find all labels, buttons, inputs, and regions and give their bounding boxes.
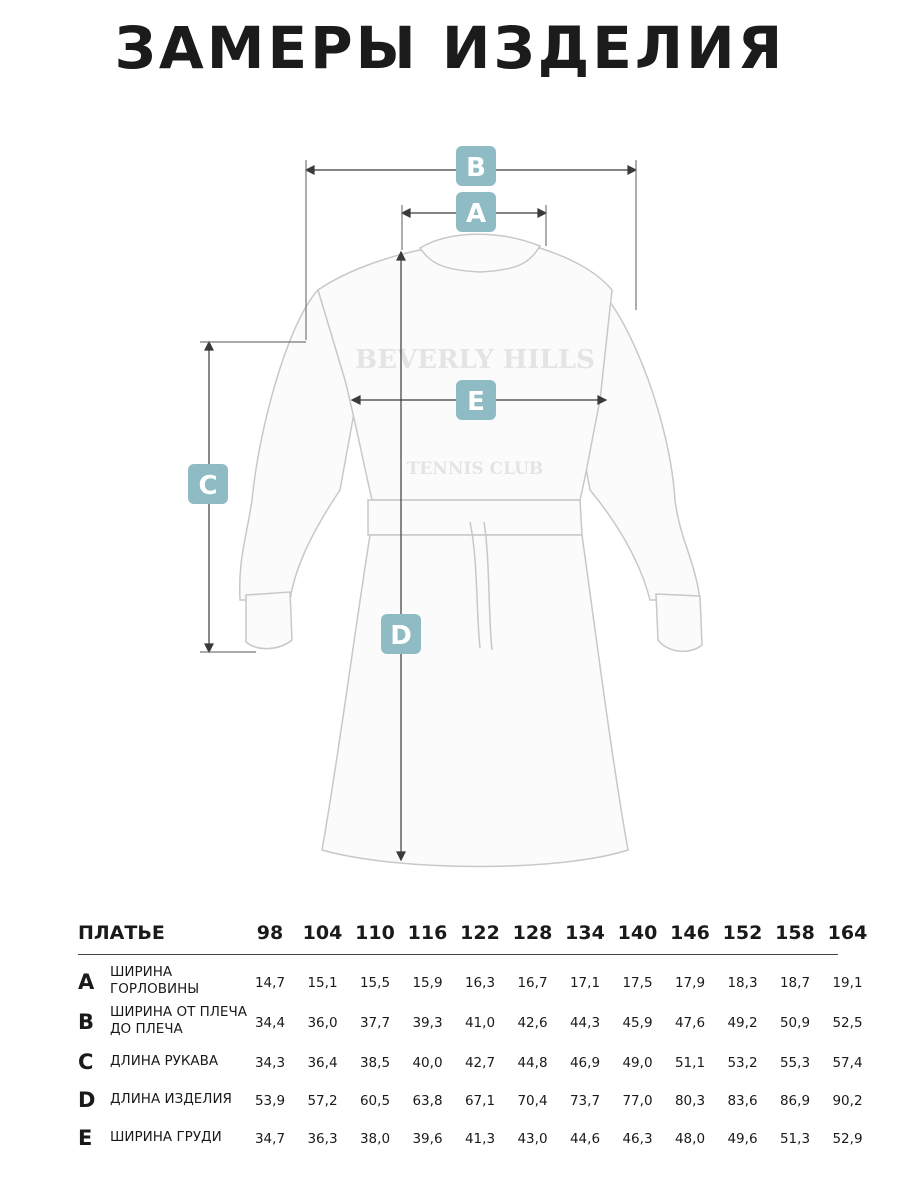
table-cell: 52,5 <box>832 1015 863 1031</box>
size-header: 158 <box>775 922 815 944</box>
print-line-2: TENNIS CLUB <box>406 459 544 479</box>
table-cell: 60,5 <box>359 1093 391 1109</box>
badge-a <box>456 192 496 232</box>
dress-diagram <box>0 130 900 890</box>
header-divider <box>78 954 838 955</box>
size-header: 128 <box>512 922 553 944</box>
table-cell: 47,6 <box>674 1015 706 1031</box>
svg-text:B: B <box>466 153 486 183</box>
table-cell: 40,0 <box>412 1055 443 1071</box>
table-cell: 36,0 <box>307 1015 338 1031</box>
table-cell: 39,3 <box>412 1015 443 1031</box>
size-header: 140 <box>617 922 658 944</box>
table-cell: 41,0 <box>464 1015 496 1031</box>
badge-b <box>456 146 496 186</box>
table-cell: 18,7 <box>779 975 811 991</box>
table-cell: 46,9 <box>569 1055 601 1071</box>
table-cell: 15,9 <box>412 975 443 991</box>
table-cell: 34,4 <box>254 1015 286 1031</box>
badge-c <box>188 464 228 504</box>
size-header: 164 <box>827 922 868 944</box>
row-letter: B <box>78 1010 95 1034</box>
table-cell: 49,6 <box>727 1131 758 1147</box>
table-cell: 19,1 <box>832 975 863 991</box>
row-letter: C <box>78 1050 94 1074</box>
table-cell: 49,2 <box>727 1015 758 1031</box>
svg-text:D: D <box>390 621 412 651</box>
table-header-label: ПЛАТЬЕ <box>78 922 165 944</box>
table-cell: 51,1 <box>674 1055 706 1071</box>
table-cell: 43,0 <box>517 1131 548 1147</box>
table-cell: 67,1 <box>464 1093 496 1109</box>
table-cell: 80,3 <box>674 1093 706 1109</box>
table-cell: 83,6 <box>727 1093 758 1109</box>
print-line-1: BEVERLY HILLS <box>355 345 595 375</box>
svg-text:A: A <box>465 199 487 229</box>
table-cell: 73,7 <box>569 1093 601 1109</box>
table-cell: 44,3 <box>569 1015 601 1031</box>
table-header <box>78 922 868 952</box>
size-header: 110 <box>355 922 395 944</box>
table-cell: 16,7 <box>517 975 548 991</box>
row-label: ДЛИНА ИЗДЕЛИЯ <box>110 1091 232 1107</box>
table-cell: 17,5 <box>622 975 653 991</box>
size-header: 152 <box>722 922 763 944</box>
table-cell: 34,7 <box>254 1131 286 1147</box>
table-cell: 42,6 <box>517 1015 548 1031</box>
svg-text:C: C <box>198 471 218 501</box>
row-letter: A <box>78 970 95 994</box>
size-table <box>78 922 868 1150</box>
table-row <box>78 964 863 1004</box>
size-header: 146 <box>670 922 710 944</box>
table-cell: 52,9 <box>832 1131 863 1147</box>
size-header: 116 <box>407 922 448 944</box>
size-header: 104 <box>302 922 343 944</box>
row-letter: D <box>78 1088 96 1112</box>
size-header: 98 <box>256 922 284 944</box>
size-header: 122 <box>460 922 500 944</box>
table-cell: 44,6 <box>569 1131 601 1147</box>
table-cell: 39,6 <box>412 1131 443 1147</box>
table-cell: 51,3 <box>779 1131 811 1147</box>
table-cell: 50,9 <box>779 1015 811 1031</box>
row-label: ШИРИНА ГРУДИ <box>110 1129 222 1145</box>
table-cell: 57,2 <box>307 1093 338 1109</box>
table-cell: 17,1 <box>569 975 601 991</box>
table-cell: 37,7 <box>359 1015 391 1031</box>
page-title: ЗАМЕРЫ ИЗДЕЛИЯ <box>114 14 786 82</box>
table-cell: 55,3 <box>779 1055 811 1071</box>
table-cell: 48,0 <box>674 1131 706 1147</box>
table-cell: 53,2 <box>727 1055 758 1071</box>
table-row <box>78 1004 863 1044</box>
table-cell: 77,0 <box>622 1093 653 1109</box>
badge-e <box>456 380 496 420</box>
row-label: ШИРИНА ГОРЛОВИНЫ <box>110 964 200 997</box>
table-cell: 44,8 <box>517 1055 548 1071</box>
table-cell: 46,3 <box>622 1131 653 1147</box>
table-cell: 34,3 <box>254 1055 286 1071</box>
table-cell: 15,1 <box>307 975 338 991</box>
row-letter: E <box>78 1126 93 1150</box>
table-cell: 63,8 <box>412 1093 443 1109</box>
table-cell: 15,5 <box>359 975 391 991</box>
row-label: ШИРИНА ОТ ПЛЕЧА ДО ПЛЕЧА <box>110 1004 247 1037</box>
size-header: 134 <box>565 922 605 944</box>
table-cell: 36,4 <box>307 1055 338 1071</box>
table-cell: 90,2 <box>832 1093 863 1109</box>
table-cell: 36,3 <box>307 1131 338 1147</box>
table-cell: 18,3 <box>727 975 758 991</box>
table-row <box>78 1120 863 1160</box>
table-cell: 45,9 <box>622 1015 653 1031</box>
table-cell: 16,3 <box>464 975 496 991</box>
table-cell: 57,4 <box>832 1055 863 1071</box>
table-cell: 38,0 <box>359 1131 391 1147</box>
table-cell: 41,3 <box>464 1131 496 1147</box>
dress-illustration <box>240 234 702 866</box>
table-cell: 70,4 <box>517 1093 548 1109</box>
table-cell: 49,0 <box>622 1055 653 1071</box>
badge-d <box>381 614 421 654</box>
table-row <box>78 1044 863 1084</box>
row-label: ДЛИНА РУКАВА <box>110 1053 219 1069</box>
svg-text:E: E <box>467 387 485 417</box>
table-cell: 86,9 <box>779 1093 811 1109</box>
table-cell: 17,9 <box>674 975 706 991</box>
table-row <box>78 1082 863 1122</box>
table-cell: 42,7 <box>464 1055 496 1071</box>
table-cell: 14,7 <box>254 975 286 991</box>
table-cell: 38,5 <box>359 1055 391 1071</box>
table-cell: 53,9 <box>254 1093 286 1109</box>
